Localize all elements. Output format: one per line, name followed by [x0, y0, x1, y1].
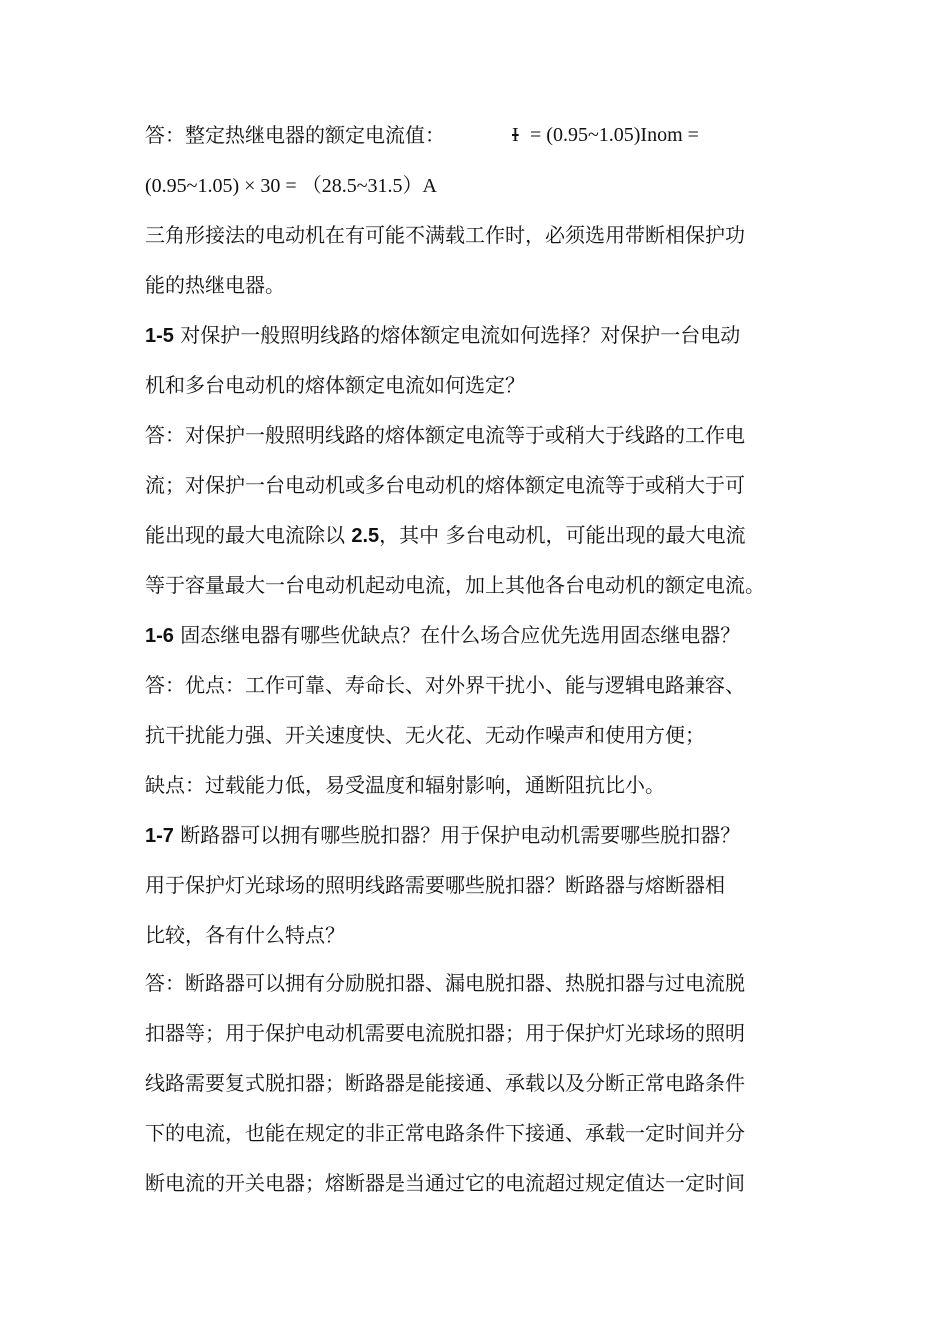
text-line	[145, 522, 746, 549]
text-line	[145, 1020, 745, 1046]
text-segment: 等于容量最大一台电动机起动电流，加上其他各台电动机的额定电流。	[145, 573, 765, 597]
text-line	[145, 1120, 745, 1146]
text-line	[145, 1070, 745, 1096]
text-segment: 能的热继电器。	[145, 273, 285, 297]
text-segment: 缺点：过载能力低，易受温度和辐射影响，通断阻抗比小。	[145, 773, 665, 797]
text-segment: 线路需要复式脱扣器；断路器是能接通、承载以及分断正常电路条件	[145, 1071, 745, 1095]
text-segment: 扣器等；用于保护电动机需要电流脱扣器；用于保护灯光球场的照明	[145, 1021, 745, 1045]
text-segment: 1-6	[145, 625, 174, 647]
text-segment: 答：断路器可以拥有分励脱扣器、漏电脱扣器、热脱扣器与过电流脱	[145, 971, 745, 995]
text-segment: 固态继电器有哪些优缺点？在什么场合应优先选用固态继电器？	[173, 623, 741, 647]
text-segment: 比较，各有什么特点？	[145, 923, 345, 947]
text-segment: 答：优点：工作可靠、寿命长、对外界干扰小、能与逻辑电路兼容、	[145, 673, 745, 697]
text-line	[145, 970, 745, 996]
text-segment: 断路器可以拥有哪些脱扣器？用于保护电动机需要哪些脱扣器？	[173, 823, 741, 847]
text-segment: 答：整定热继电器的额定电流值：	[145, 123, 445, 147]
text-line	[145, 922, 345, 948]
text-segment: ，其中 多台电动机，可能出现的最大电流	[379, 523, 746, 547]
text-segment: 能出现的最大电流除以	[145, 523, 352, 547]
text-segment: 下的电流，也能在规定的非正常电路条件下接通、承载一定时间并分	[145, 1121, 745, 1145]
text-line	[145, 622, 740, 649]
text-segment: (0.95~1.05) × 30 = （28.5~31.5）A	[145, 175, 437, 197]
text-segment: 1-7	[145, 825, 174, 847]
text-segment: 流；对保护一台电动机或多台电动机的熔体额定电流等于或稍大于可	[145, 473, 745, 497]
text-line	[145, 222, 745, 248]
text-line	[145, 722, 705, 748]
text-line	[145, 1170, 745, 1196]
text-line	[145, 572, 765, 598]
text-segment: 1-5	[145, 325, 174, 347]
text-segment: = (0.95~1.05)Inom =	[530, 124, 699, 146]
text-segment: 断电流的开关电器；熔断器是当通过它的电流超过规定值达一定时间	[145, 1171, 745, 1195]
text-line	[145, 172, 437, 199]
text-segment: 2.5	[351, 525, 380, 547]
text-segment: 三角形接法的电动机在有可能不满载工作时，必须选用带断相保护功	[145, 223, 745, 247]
text-line	[145, 822, 740, 849]
text-line	[145, 872, 725, 898]
text-line	[145, 272, 285, 298]
text-segment: 机和多台电动机的熔体额定电流如何选定？	[145, 373, 525, 397]
text-line	[145, 472, 745, 498]
text-segment: 抗干扰能力强、开关速度快、无火花、无动作噪声和使用方便；	[145, 723, 705, 747]
text-line	[145, 772, 665, 798]
text-segment: I	[512, 124, 519, 146]
text-segment: 用于保护灯光球场的照明线路需要哪些脱扣器？断路器与熔断器相	[145, 873, 725, 897]
text-segment: 对保护一般照明线路的熔体额定电流如何选择？对保护一台电动	[173, 323, 741, 347]
text-line	[145, 372, 525, 398]
text-line	[145, 422, 745, 448]
text-line	[145, 672, 745, 698]
text-line	[145, 322, 740, 349]
text-segment: 答：对保护一般照明线路的熔体额定电流等于或稍大于线路的工作电	[145, 423, 745, 447]
text-line	[145, 122, 745, 148]
